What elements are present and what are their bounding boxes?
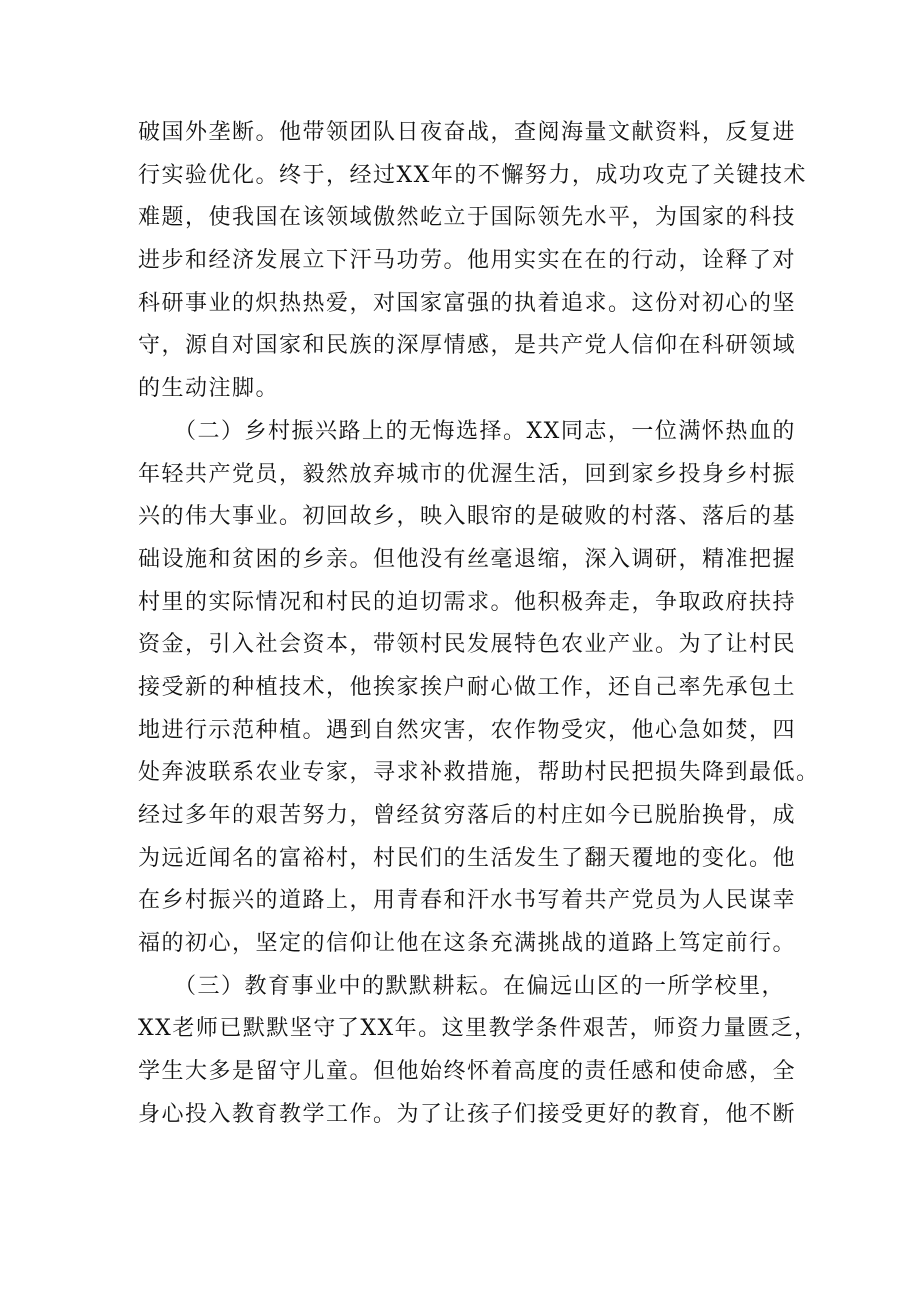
text-line-9: 年轻共产党员，毅然放弃城市的优渥生活，回到家乡投身乡村振	[138, 461, 797, 487]
text-line-14: 接受新的种植技术，他挨家挨户耐心做工作，还自己率先承包土	[138, 674, 797, 700]
text-line-19: 在乡村振兴的道路上，用青春和汗水书写着共产党员为人民谋幸	[138, 888, 797, 914]
text-line-15: 地进行示范种植。遇到自然灾害，农作物受灾，他心急如焚，四	[138, 717, 797, 743]
text-line-17: 经过多年的艰苦努力，曾经贫穷落后的村庄如今已脱胎换骨，成	[138, 803, 797, 828]
text-line-5: 科研事业的炽热热爱，对国家富强的执着追求。这份对初心的坚	[138, 290, 797, 316]
text-line-13: 资金，引入社会资本，带领村民发展特色农业产业。为了让村民	[138, 632, 797, 658]
text-line-22: XX老师已默默坚守了XX年。这里教学条件艰苦，师资力量匮乏，	[138, 1016, 818, 1042]
text-line-3: 难题，使我国在该领域傲然屹立于国际领先水平，为国家的科技	[138, 205, 797, 231]
text-line-23: 学生大多是留守儿童。但他始终怀着高度的责任感和使命感，全	[138, 1059, 797, 1085]
text-line-4: 进步和经济发展立下汗马功劳。他用实实在在的行动，诠释了对	[138, 248, 797, 274]
text-line-12: 村里的实际情况和村民的迫切需求。他积极奔走，争取政府扶持	[138, 589, 797, 615]
text-line-16: 处奔波联系农业专家，寻求补救措施，帮助村民把损失降到最低。	[138, 760, 820, 786]
section-heading-3: （三）教育事业中的默默耕耘。在偏远山区的一所学校里，	[174, 973, 786, 999]
text-line-24: 身心投入教育教学工作。为了让孩子们接受更好的教育，他不断	[138, 1101, 797, 1127]
text-line-7: 的生动注脚。	[138, 376, 280, 402]
text-line-10: 兴的伟大事业。初回故乡，映入眼帘的是破败的村落、落后的基	[138, 504, 797, 530]
text-line-18: 为远近闻名的富裕村，村民们的生活发生了翻天覆地的变化。他	[138, 845, 797, 871]
text-line-2: 行实验优化。终于，经过XX年的不懈努力，成功攻克了关键技术	[138, 162, 807, 188]
text-line-1: 破国外垄断。他带领团队日夜奋战，查阅海量文献资料，反复进	[138, 120, 797, 145]
body-text	[138, 112, 820, 1137]
text-line-11: 础设施和贫困的乡亲。但他没有丝毫退缩，深入调研，精准把握	[138, 546, 797, 572]
section-heading-2: （二）乡村振兴路上的无悔选择。XX同志，一位满怀热血的	[174, 418, 796, 444]
text-line-6: 守，源自对国家和民族的深厚情感，是共产党人信仰在科研领域	[138, 333, 797, 359]
text-line-20: 福的初心，坚定的信仰让他在这条充满挑战的道路上笃定前行。	[138, 931, 797, 957]
